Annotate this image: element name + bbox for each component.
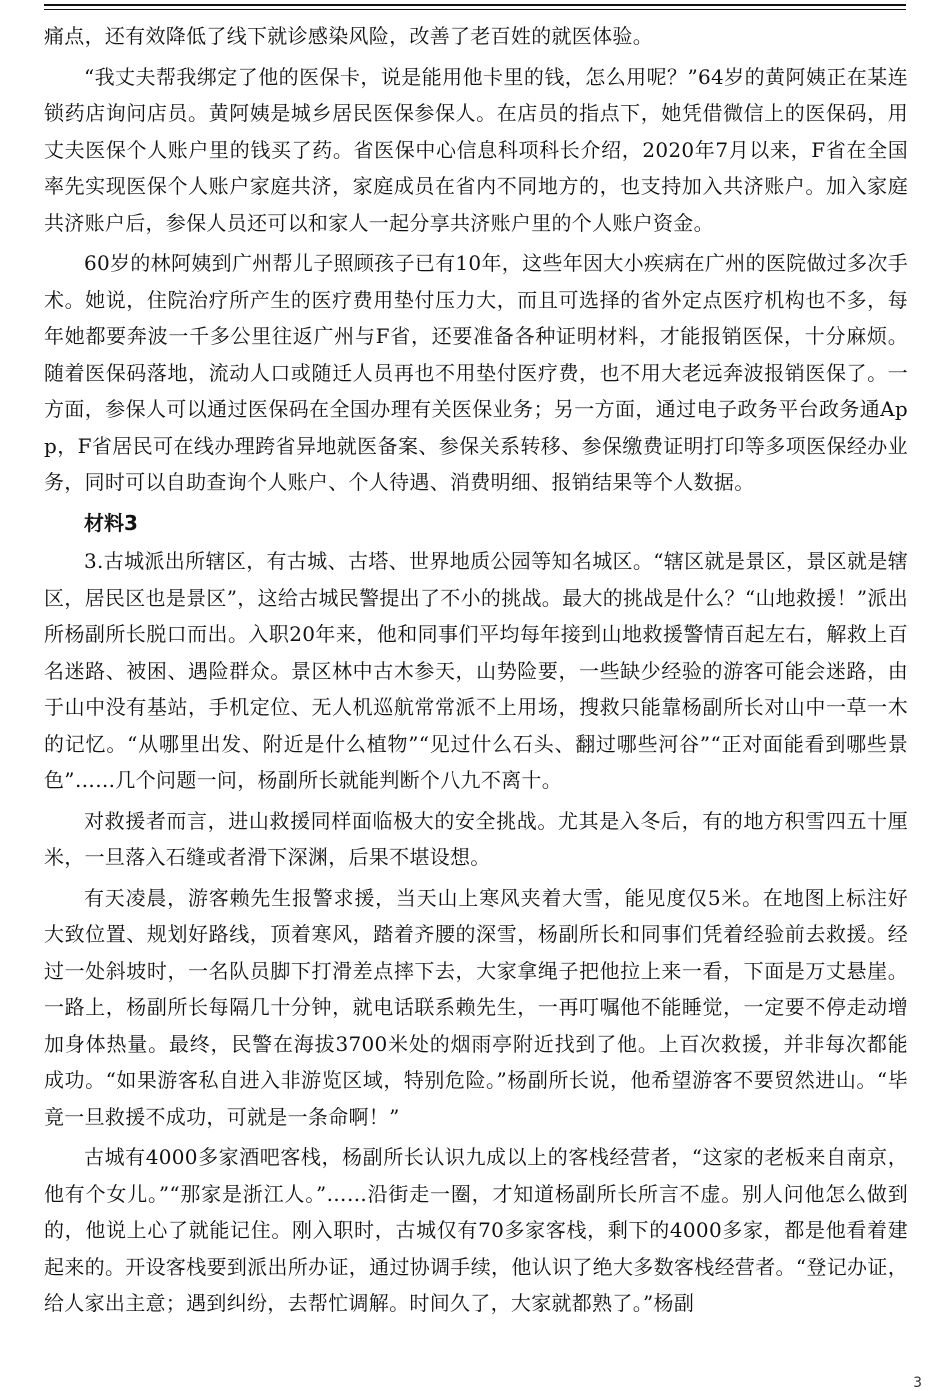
page-number: 3: [913, 1375, 922, 1391]
header-rule: [44, 4, 906, 6]
header-rule-thin: [44, 9, 906, 10]
paragraph: 有天凌晨，游客赖先生报警求援，当天山上寒风夹着大雪，能见度仅5米。在地图上标注好大致位置、规划好路线，顶着寒风，踏着齐腰的深雪，杨副所长和同事们凭着经验前去救援。经过一处斜坡时，一名队员脚下打滑差点摔下去，大家拿绳子把他拉上来一看，下面是万丈悬崖。一路上，杨副所长每隔几十分钟，就电话联系赖先生，一再叮嘱他不能睡觉，一定要不停走动增加身体热量。最终，民警在海拔3700米处的烟雨亭附近找到了他。上百次救援，并非每次都能成功。“如果游客私自进入非游览区域，特别危险。”杨副所长说，他希望游客不要贸然进山。“毕竟一旦救援不成功，可就是一条命啊！”: [44, 885, 908, 1129]
document-body: [44, 18, 908, 1322]
paragraph: 痛点，还有效降低了线下就诊感染风险，改善了老百姓的就医体验。: [44, 24, 653, 48]
paragraph: 古城有4000多家酒吧客栈，杨副所长认识九成以上的客栈经营者，“这家的老板来自南京，他有个女儿。”“那家是浙江人。”……沿街走一圈，才知道杨副所长所言不虚。别人问他怎么做到的，他说上心了就能记住。刚入职时，古城仅有70多家客栈，剩下的4000多家，都是他看着建起来的。开设客栈要到派出所办证，通过协调手续，他认识了绝大多数客栈经营者。“登记办证，给人家出主意；遇到纠纷，去帮忙调解。时间久了，大家就都熟了。”杨副: [44, 1145, 908, 1315]
paragraph: “我丈夫帮我绑定了他的医保卡，说是能用他卡里的钱，怎么用呢？”64岁的黄阿姨正在某连锁药店询问店员。黄阿姨是城乡居民医保参保人。在店员的指点下，她凭借微信上的医保码，用丈夫医保个人账户里的钱买了药。省医保中心信息科项科长介绍，2020年7月以来，F省在全国率先实现医保个人账户家庭共济，家庭成员在省内不同地方的，也支持加入共济账户。加入家庭共济账户后，参保人员还可以和家人一起分享共济账户里的个人账户资金。: [44, 64, 908, 235]
paragraph: 3.古城派出所辖区，有古城、古塔、世界地质公园等知名城区。“辖区就是景区，景区就是辖区，居民区也是景区”，这给古城民警提出了不小的挑战。最大的挑战是什么？“山地救援！”派出所杨副所长脱口而出。入职20年来，他和同事们平均每年接到山地救援警情百起左右，解救上百名迷路、被困、遇险群众。景区林中古木参天，山势险要，一些缺少经验的游客可能会迷路，由于山中没有基站，手机定位、无人机巡航常常派不上用场，搜救只能靠杨副所长对山中一草一木的记忆。“从哪里出发、附近是什么植物”“见过什么石头、翻过哪些河谷”“正对面能看到哪些景色”……几个问题一问，杨副所长就能判断个八九不离十。: [44, 549, 908, 792]
section-heading: 材料3: [84, 510, 138, 535]
paragraph: 对救援者而言，进山救援同样面临极大的安全挑战。尤其是入冬后，有的地方积雪四五十厘米，一旦落入石缝或者滑下深渊，后果不堪设想。: [44, 808, 908, 869]
paragraph: 60岁的林阿姨到广州帮儿子照顾孩子已有10年，这些年因大小疾病在广州的医院做过多次手术。她说，住院治疗所产生的医疗费用垫付压力大，而且可选择的省外定点医疗机构也不多，每年她都要奔波一千多公里往返广州与F省，还要准备各种证明材料，才能报销医保，十分麻烦。随着医保码落地，流动人口或随迁人员再也不用垫付医疗费，也不用大老远奔波报销医保了。一方面，参保人可以通过医保码在全国办理有关医保业务；另一方面，通过电子政务平台政务通App，F省居民可在线办理跨省异地就医备案、参保关系转移、参保缴费证明打印等多项医保经办业务，同时可以自助查询个人账户、个人待遇、消费明细、报销结果等个人数据。: [44, 251, 908, 494]
